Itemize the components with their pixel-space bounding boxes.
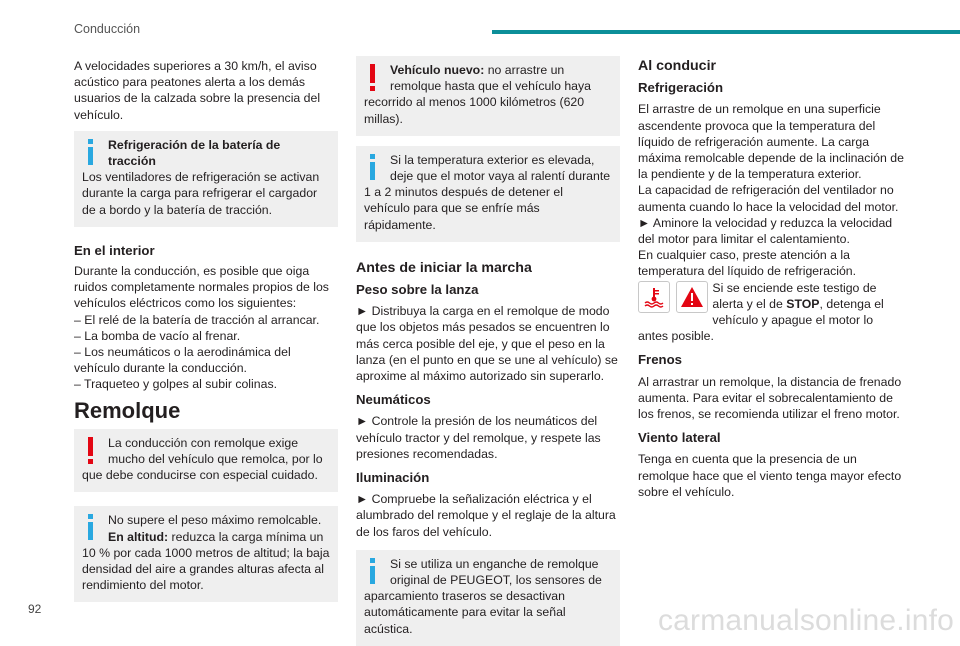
info-box-text: Si se utiliza un enganche de remolque original de PEUGEOT, los sensores de aparcamiento traseros se desactivan automáticamente para evitar la señal acústica. [364, 556, 602, 636]
warning-lamps-text-a: Si se enciende este testigo de alerta y el de [712, 280, 877, 311]
stop-label: STOP [786, 296, 820, 311]
info-box-text: Los ventiladores de refrigeración se activan durante la carga para refrigerar el cargador de a bordo y la batería de tracción. [82, 170, 320, 217]
warning-icon [364, 64, 382, 92]
refrigeracion-p4: En cualquier caso, preste atención a la temperatura del líquido de refrigeración. [638, 248, 857, 279]
list-item: – La bomba de vacío al frenar. [74, 328, 241, 343]
warning-box-towing [74, 429, 338, 493]
stop-warning-icon [676, 281, 708, 313]
section-heading-interior: En el interior [74, 242, 155, 258]
column-3 [638, 58, 904, 500]
altitude-text: reduzca la carga mínima un 10 % por cada 1000 metros de altitud; la baja densidad del aire a grandes alturas afecta al rendimiento del motor. [82, 529, 330, 593]
subheading-refrigeracion: Refrigeración [638, 80, 724, 96]
subheading-peso: Peso sobre la lanza [356, 282, 479, 298]
info-icon [364, 154, 382, 182]
page-header-title: Conducción [74, 22, 141, 36]
peso-text: ► Distribuya la carga en el remolque de modo que los objetos más pesados se encuentren lo más cerca posible del eje, y que el peso en la lanza (en el punto en que se une al vehículo) se aproxime al máximo autorizado sin superarlo. [356, 304, 618, 384]
refrigeracion-p1: El arrastre de un remolque en una superficie ascendente provoca que la temperatura del líquido de refrigeración aumente. La carga máxima remolcable depende de la inclinación de la pendiente y de la temperatura exterior. [638, 102, 904, 182]
new-vehicle-text: no arrastre un remolque hasta que el vehículo haya recorrido al menos 1000 kilómetros (620 millas). [364, 63, 591, 126]
new-vehicle-label: Vehículo nuevo: [390, 63, 485, 77]
list-item: – Los neumáticos o la aerodinámica del vehículo durante la conducción. [74, 345, 291, 376]
header-accent-bar [492, 30, 960, 34]
info-box-text: Si la temperatura exterior es elevada, deje que el motor vaya al ralentí durante 1 a 2 minutos después de detener el vehículo para que se enfríe más rápidamente. [364, 152, 611, 232]
altitude-label: En altitud: [108, 529, 169, 544]
info-box-text: No supere el peso máximo remolcable. [108, 513, 322, 528]
info-box-battery-cooling [74, 131, 338, 227]
iluminacion-text: ► Compruebe la señalización eléctrica y el alumbrado del remolque y el reglaje de la altura de los faros del vehículo. [356, 492, 616, 539]
interior-intro: Durante la conducción, es posible que oiga ruidos completamente normales propios de los vehículos eléctricos como los siguientes: [74, 264, 329, 311]
info-box-max-weight [74, 506, 338, 602]
info-box-idle [356, 146, 620, 242]
watermark: carmanualsonline.info [657, 604, 954, 637]
warning-lamps-text-b: , detenga el vehículo y apague el motor lo antes posible. [638, 296, 884, 344]
info-box-title: Refrigeración de la batería de tracción [108, 137, 281, 169]
column-2 [356, 56, 620, 646]
subheading-frenos: Frenos [638, 352, 682, 368]
subheading-viento: Viento lateral [638, 430, 721, 446]
info-icon [364, 558, 382, 586]
section-heading-conducir: Al conducir [638, 58, 717, 74]
subheading-neumaticos: Neumáticos [356, 392, 431, 408]
coolant-temperature-icon [638, 281, 670, 313]
warning-box-text: La conducción con remolque exige mucho del vehículo que remolca, por lo que debe conducirse con especial cuidado. [82, 435, 323, 483]
warning-icon [82, 437, 100, 465]
page-number: 92 [28, 602, 42, 616]
info-box-peugeot-hitch [356, 550, 620, 646]
list-item: – El relé de la batería de tracción al arrancar. [74, 312, 320, 327]
info-icon [82, 514, 100, 542]
warning-lamps-paragraph [638, 280, 904, 345]
neumaticos-text: ► Controle la presión de los neumáticos del vehículo tractor y del remolque, y respete las presiones recomendadas. [356, 414, 601, 461]
section-heading-remolque: Remolque [74, 397, 181, 423]
warning-lamp-icons [638, 281, 708, 313]
info-box-text-altitude [82, 529, 330, 594]
section-heading-antes: Antes de iniciar la marcha [356, 259, 532, 276]
column-1 [74, 58, 338, 602]
warning-box-new-vehicle [356, 56, 620, 136]
list-item: – Traqueteo y golpes al subir colinas. [74, 377, 278, 392]
refrigeracion-p3: ► Aminore la velocidad y reduzca la velocidad del motor para limitar el calentamiento. [638, 215, 893, 247]
warning-box-text [364, 62, 612, 127]
viento-text: Tenga en cuenta que la presencia de un remolque hace que el viento tenga mayor efecto sobre el vehículo. [638, 452, 902, 499]
intro-paragraph: A velocidades superiores a 30 km/h, el aviso acústico para peatones alerta a los demás usuarios de la calzada sobre la presencia del vehículo. [74, 59, 321, 122]
subheading-iluminacion: Iluminación [356, 470, 430, 486]
frenos-text: Al arrastrar un remolque, la distancia de frenado aumenta. Para evitar el sobrecalentamiento de los frenos, se recomienda utilizar el freno motor. [638, 374, 902, 422]
info-icon [82, 139, 100, 167]
refrigeracion-p2: La capacidad de refrigeración del ventilador no aumenta cuando lo hace la velocidad del motor. [638, 183, 899, 214]
